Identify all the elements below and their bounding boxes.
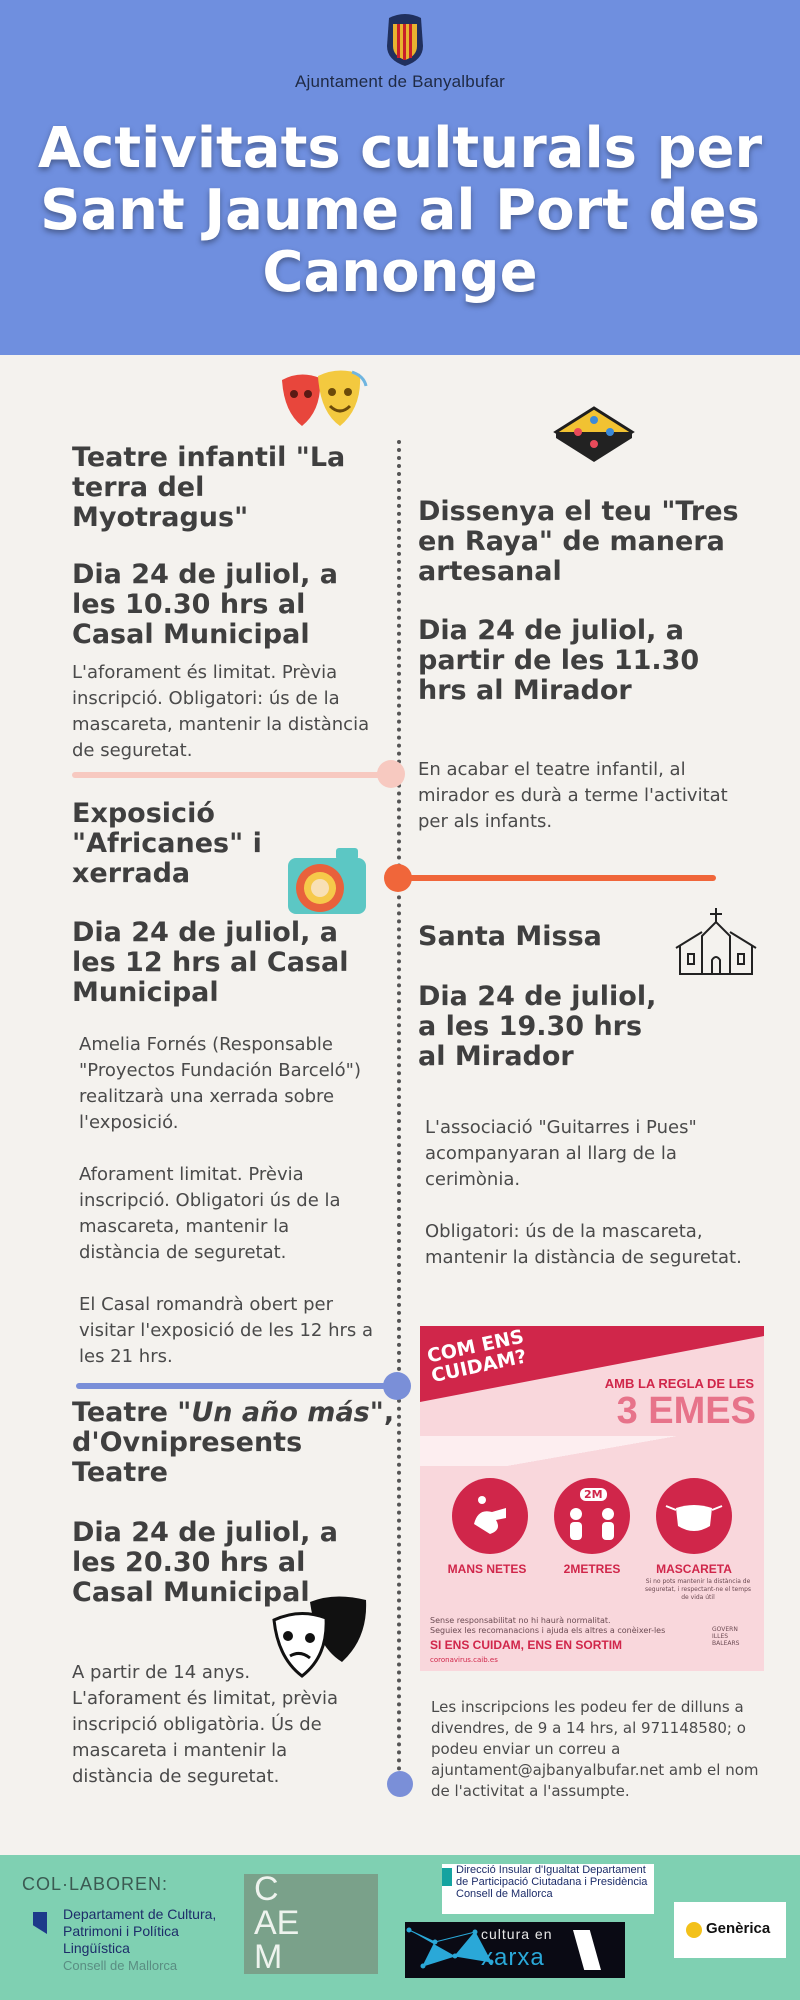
title-part: Teatre " [72,1397,192,1428]
poster-gov-logo: GOVERN ILLES BALEARS [712,1626,740,1647]
poster-small-text: Sense responsabilitat no hi haurà normalitat. [430,1616,611,1625]
event-date: Dia 24 de juliol, a partir de les 11.30 hrs al Mirador [418,615,700,706]
timeline-connector [76,1383,391,1389]
poster-question: COM ENS CUIDAM? [425,1326,529,1388]
distance-icon [554,1478,630,1554]
event-date: Dia 24 de juliol, a les 20.30 hrs al Casal Municipal [72,1517,338,1608]
timeline-dot [383,1372,411,1400]
event-description: L'associació "Guitarres i Pues" acompanyaran al llarg de la cerimònia. Obligatori: ús de la mascareta, mantenir la distància de seguretat. [425,1117,742,1268]
collaborators-label: COL·LABOREN: [22,1874,169,1894]
timeline-dot [377,760,405,788]
poster-url: coronavirus.caib.es [430,1656,498,1664]
timeline-dot [387,1771,413,1797]
caem-letter: AE [254,1904,300,1942]
xarxa-mark [573,1930,601,1970]
event-description: A partir de 14 anys. L'aforament és limitat, prèvia inscripció obligatòria. Ús de mascareta i mantenir la distància de seguretat. [72,1662,339,1787]
distance-badge: 2M [580,1488,607,1501]
covid-poster [420,1326,764,1671]
igualtat-logo-mark [442,1868,452,1886]
dept-cultura-logo: Departament de Cultura, Patrimoni i Política Lingüística [63,1906,217,1956]
poster-divider [420,1436,764,1466]
event-description: L'aforament és limitat. Prèvia inscripció. Obligatori: ús de la mascareta, mantenir la distància de seguretat. [72,662,370,761]
council-name: Ajuntament de Banyalbufar [294,72,506,91]
xarxa-text-top: cultura en [481,1926,553,1942]
timeline-dot [384,864,412,892]
poster-rule: AMB LA REGLA DE LES [604,1376,754,1391]
church-icon [672,906,760,976]
timeline-line [397,440,401,1780]
event-description: En acabar el teatre infantil, al mirador es durà a terme l'activitat per als infants. [418,759,728,832]
xarxa-text-bottom: xarxa [481,1944,545,1971]
registration-info: Les inscripcions les podeu fer de dilluns a divendres, de 9 a 14 hrs, al 971148580; o podeu enviar un correu a ajuntament@ajbanyalbufar.net amb el nom de l'activitat a l'assumpte. [431,1698,759,1800]
poster-slogan: SI ENS CUIDAM, ENS EN SORTIM [430,1638,623,1652]
cultura-en-xarxa-logo [405,1922,625,1978]
event-title: Exposició "Africanes" i xerrada [72,798,262,889]
coat-of-arms-icon [383,12,427,68]
event-date: Dia 24 de juliol, a les 10.30 hrs al Casal Municipal [72,559,338,650]
poster-small-text: Seguiex les recomanacions i ajuda els altres a conèixer-les [430,1626,666,1635]
tic-tac-toe-board-icon [548,404,638,466]
event-date: Dia 24 de juliol, a les 12 hrs al Casal Municipal [72,917,349,1008]
event-date: Dia 24 de juliol, a les 19.30 hrs al Mirador [418,981,657,1072]
caem-letter: C [254,1870,279,1908]
page-title: Activitats culturals per Sant Jaume al Port des Canonge [37,116,763,305]
event-description: Amelia Fornés (Responsable "Proyectos Fundación Barceló") realitzarà una xerrada sobre l'exposició. Aforament limitat. Prèvia inscripció. Obligatori ús de la mascareta, mantenir la distància de seguretat. El Casal romandrà obert per visitar l'exposició de les 12 hrs a les 21 hrs. [79,1034,374,1367]
igualtat-logo [442,1864,654,1914]
poster-note: Si no pots mantenir la distància de seguretat, i respectant-ne el temps de vida útil [644,1578,752,1601]
poster-item-label: MASCARETA [656,1562,732,1576]
poster-item-label: 2METRES [563,1562,621,1576]
timeline-connector [400,875,716,881]
generica-logo [674,1902,786,1958]
poster-item-label: MANS NETES [447,1562,527,1576]
title-part: ", d'Ovnipresents Teatre [72,1397,395,1488]
theatre-masks-icon [278,366,368,436]
hand-wash-icon [452,1478,528,1554]
caem-logo [244,1870,378,1976]
poster-big-text: 3 EMES [616,1390,756,1432]
title-emphasis: Un año más [191,1397,370,1428]
event-title [72,1398,402,1488]
timeline-connector [72,772,392,778]
event-title: Santa Missa [418,921,602,952]
consell-text: Consell de Mallorca [63,1958,178,1973]
event-title: Dissenya el teu "Tres en Raya" de manera artesanal [418,496,739,587]
caem-letter: M [254,1938,283,1976]
igualtat-text: Direcció Insular d'Igualtat Departament de Participació Ciutadana i Presidència Consell de Mallorca [456,1864,648,1900]
face-mask-icon [656,1478,732,1554]
generica-logo-mark [686,1922,702,1938]
event-title: Teatre infantil "La terra del Myotragus" [72,442,346,533]
generica-text: Genèrica [706,1920,771,1937]
